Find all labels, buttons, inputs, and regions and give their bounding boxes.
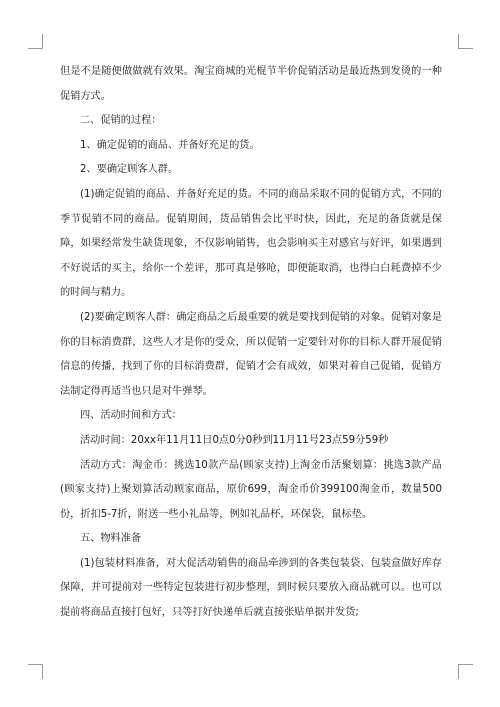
paragraph-audience: (2)要确定顾客人群：确定商品之后最重要的就是要找到促销的对象。促销对象是你的目标消费群，这些人才是你的受众，所以促销一定要针对你的目标人群开展促销信息的传播，找到了你的目标消费群，促销才会有成效，如果对着自己促销，促销方法制定得再适当也只是对牛弹琴。 [60,311,442,397]
document-body [60,60,442,626]
crop-mark-top-left [28,34,43,49]
heading-promotion-process: 二、促销的过程： [80,115,162,127]
crop-mark-top-right [458,34,473,49]
heading-time-and-method: 四、活动时间和方式： [80,410,182,422]
paragraph-activity-method: 活动方式：淘金币：挑选10款产品(顾家支持)上淘金币活聚划算：挑选3款产品(顾家支持)上聚划算活动顾家商品，原价699，淘金币价399100淘金币，数量500份，折扣5-7折，附送一些小礼品等，例如礼品杯，环保袋，鼠标垫。 [60,459,442,520]
crop-mark-bottom-right [458,664,473,679]
heading-materials: 五、物料准备 [80,533,142,545]
paragraph-intro: 但是不是随便做做就有效果。淘宝商城的光棍节半价促销活动是最近热到发烫的一种促销方式。 [60,66,442,102]
list-item-2: 2、要确定顾客人群。 [80,164,179,176]
crop-mark-bottom-left [28,664,43,679]
paragraph-stock: (1)确定促销的商品、并备好充足的货。不同的商品采取不同的促销方式，不同的季节促销不同的商品。促销期间，货品销售会比平时快，因此，充足的备货就是保障，如果经常发生缺货现象，不仅影响销售，也会影响买主对感官与好评，如果遇到不好说话的买主，给你一个差评，那可真是够呛，即便能取消，也得白白耗费掉不少的时间与精力。 [60,188,442,299]
paragraph-activity-time: 活动时间：20xx年11月11日0点0分0秒到11月11号23点59分59秒 [80,434,389,446]
paragraph-packaging: (1)包装材料准备，对大促活动销售的商品牵涉到的各类包装袋、包装盒做好库存保障，并可提前对一些特定包装进行初步整理，到时候只要放入商品就可以。也可以提前将商品直接打包好，只等打好快递单后就直接张贴单据并发货; [60,557,442,619]
list-item-1: 1、确定促销的商品、并备好充足的货。 [80,139,260,151]
